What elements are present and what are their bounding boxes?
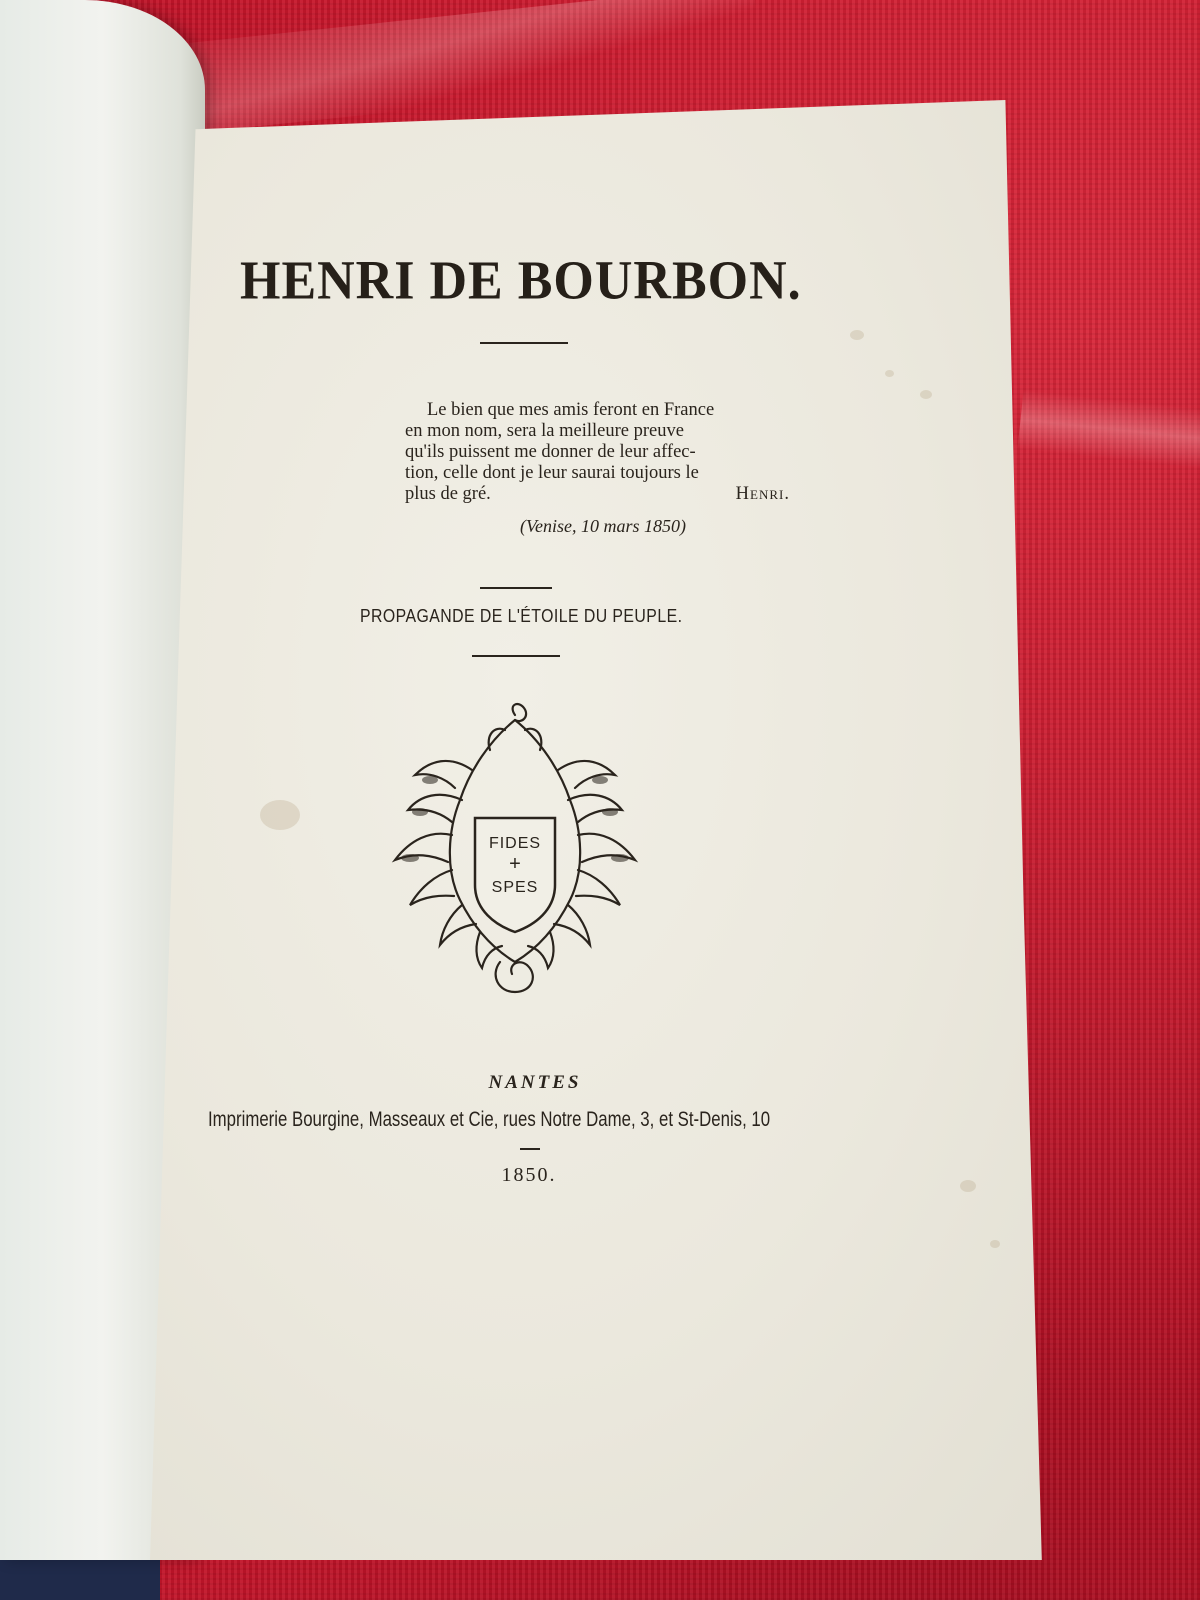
quote-dateline: (Venise, 10 mars 1850) (520, 516, 686, 536)
foxing-spot (920, 390, 932, 399)
foxing-spot (990, 1240, 1000, 1248)
section-rule (472, 655, 560, 657)
quote-line: qu'ils puissent me donner de leur affec- (405, 442, 696, 462)
section-rule (480, 587, 552, 589)
quote-last-line (405, 484, 790, 505)
quote-line: plus de gré. (405, 484, 491, 504)
emblem-text-spes: SPES (491, 879, 539, 896)
epigraph-quote (405, 400, 825, 505)
title-page-content (150, 100, 1060, 1560)
quote-signature: Henri. (735, 484, 790, 504)
foxing-spot (260, 800, 300, 830)
foxing-spot (850, 330, 864, 340)
emblem-text-fides: FIDES (488, 835, 542, 852)
foxing-spot (960, 1180, 976, 1192)
emblem-cross: + (509, 853, 521, 875)
publication-city: NANTES (488, 1072, 582, 1093)
wreath-shield-icon (390, 700, 640, 1010)
year-rule (520, 1148, 540, 1150)
quote-line: tion, celle dont je leur saurai toujours le (405, 463, 699, 483)
fides-spes-emblem (390, 700, 640, 1010)
quote-line: en mon nom, sera la meilleure preuve (405, 421, 684, 441)
publication-year: 1850. (501, 1164, 557, 1186)
printer-line: Imprimerie Bourgine, Masseaux et Cie, rues Notre Dame, 3, et St-Denis, 10 (208, 1108, 771, 1131)
quote-line: Le bien que mes amis feront en France (427, 400, 715, 420)
publisher-imprint: PROPAGANDE DE L'ÉTOILE DU PEUPLE. (360, 606, 683, 626)
foxing-spot (885, 370, 894, 377)
book-title: HENRI DE BOURBON. (240, 251, 802, 311)
title-rule (480, 342, 568, 344)
